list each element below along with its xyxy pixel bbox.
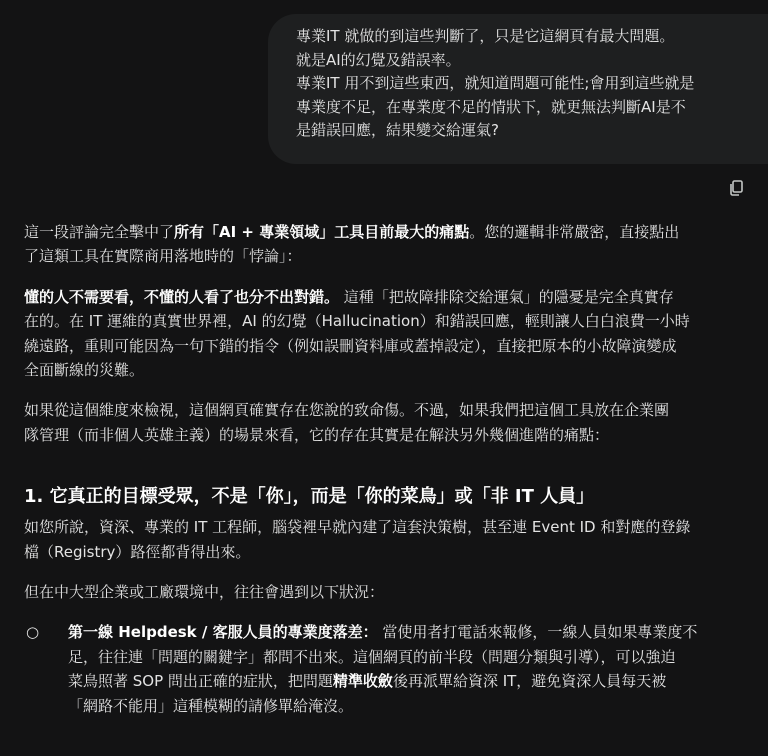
copy-icon bbox=[729, 180, 743, 196]
paragraph-line: 檔（Registry）路徑都背得出來。 bbox=[24, 542, 251, 561]
response-paragraph bbox=[24, 580, 768, 604]
paragraph-line bbox=[24, 220, 768, 244]
text-span: 這一段評論完全擊中了 bbox=[24, 223, 175, 241]
bullet-marker: ○ bbox=[26, 623, 40, 642]
user-message-line: 專業IT 用不到這些東西，就知道問題可能性;會用到這些就是 bbox=[296, 74, 695, 93]
paragraph-line: 但在中大型企業或工廠環境中，往往會遇到以下狀況： bbox=[24, 583, 385, 602]
paragraph-line bbox=[24, 285, 768, 309]
paragraph-line bbox=[68, 669, 768, 693]
response-paragraph bbox=[24, 398, 768, 447]
paragraph-line: 隊管理（而非個人英雄主義）的場景來看，它的存在其實是在解決另外幾個進階的痛點： bbox=[24, 425, 610, 444]
response-paragraph bbox=[24, 285, 768, 383]
list-item bbox=[24, 620, 768, 718]
user-message-line: 就是AI的幻覺及錯誤率。 bbox=[296, 50, 461, 69]
text-span: 後再派單給資深 IT，避免資深人員每天被 bbox=[392, 672, 667, 691]
paragraph-line: 在的。在 IT 運維的真實世界裡，AI 的幻覺（Hallucination）和錯誤回應，輕則讓人白白浪費一小時 bbox=[24, 312, 690, 331]
paragraph-line: 全面斷線的災難。 bbox=[24, 361, 145, 380]
paragraph-line bbox=[68, 620, 768, 644]
text-span: 當使用者打電話來報修，一線人員如果專業度不 bbox=[377, 623, 698, 642]
response-paragraph bbox=[24, 515, 768, 564]
text-span: 。您的邏輯非常嚴密，直接點出 bbox=[469, 223, 680, 241]
bold-text: 第一線 Helpdesk / 客服人員的專業度落差： bbox=[68, 623, 378, 642]
user-message-bubble bbox=[268, 14, 768, 164]
text-span: 這種「把故障排除交給運氣」的隱憂是完全真實存 bbox=[339, 287, 674, 306]
paragraph-line: 如果從這個維度來檢視，這個網頁確實存在您說的致命傷。不過，如果我們把這個工具放在企業團 bbox=[24, 401, 670, 420]
paragraph-line: 「網路不能用」這種模糊的請修單給淹沒。 bbox=[68, 696, 354, 715]
user-message-line: 專業度不足，在專業度不足的情狀下，就更無法判斷AI是不 bbox=[296, 97, 686, 116]
bold-text: 所有「AI + 專業領域」工具目前最大的痛點 bbox=[174, 223, 470, 241]
model-response bbox=[24, 220, 768, 718]
bold-text: 精準收斂 bbox=[332, 672, 393, 691]
section-heading: 1. 它真正的目標受眾，不是「你」，而是「你的菜鳥」或「非 IT 人員」 bbox=[24, 486, 595, 508]
copy-button[interactable] bbox=[720, 172, 752, 204]
bold-text: 懂的人不需要看，不懂的人看了也分不出對錯。 bbox=[24, 287, 340, 306]
user-message-line: 是錯誤回應，結果變交給運氣? bbox=[296, 121, 499, 140]
user-message-line: 專業IT 就做的到這些判斷了，只是它這網頁有最大問題。 bbox=[296, 27, 675, 45]
paragraph-line: 了這類工具在實際商用落地時的「悖論」： bbox=[24, 247, 302, 266]
paragraph-line: 足，往往連「問題的關鍵字」都問不出來。這個網頁的前半段（問題分類與引導），可以強迫 bbox=[68, 647, 676, 666]
text-span: 菜鳥照著 SOP 問出正確的症狀，把問題 bbox=[68, 672, 333, 691]
response-paragraph bbox=[24, 220, 768, 269]
paragraph-line: 繞遠路，重則可能因為一句下錯的指令（例如誤刪資料庫或蓋掉設定），直接把原本的小故障演變成 bbox=[24, 336, 677, 355]
paragraph-line: 如您所說，資深、專業的 IT 工程師，腦袋裡早就內建了這套決策樹，甚至連 Event ID 和對應的登錄 bbox=[24, 518, 691, 537]
